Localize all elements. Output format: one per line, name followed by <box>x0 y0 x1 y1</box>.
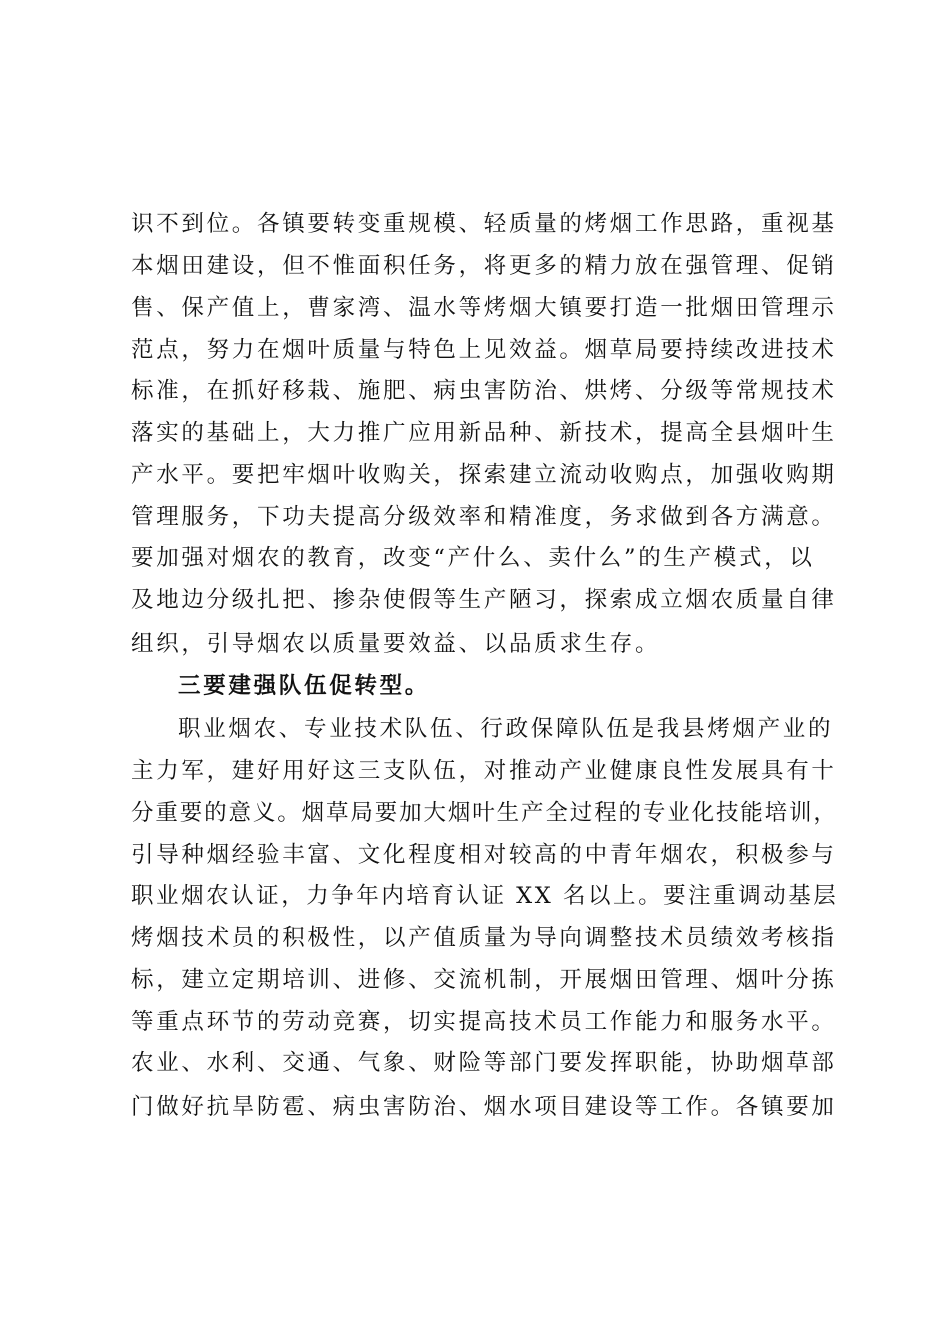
body-text-line: 门做好抗旱防雹、病虫害防治、烟水项目建设等工作。各镇要加 <box>131 1094 837 1120</box>
body-text-line: 范点，努力在烟叶质量与特色上见效益。烟草局要持续改进技术 <box>131 337 837 363</box>
body-text-line: 产水平。要把牢烟叶收购关，探索建立流动收购点，加强收购期 <box>131 462 837 488</box>
body-text-line: 农业、水利、交通、气象、财险等部门要发挥职能，协助烟草部 <box>131 1050 837 1076</box>
body-text-line: 组织，引导烟农以质量要效益、以品质求生存。 <box>131 631 661 657</box>
body-text-line: 要加强对烟农的教育，改变“产什么、卖什么”的生产模式，以 <box>131 545 815 571</box>
body-text-line: 标，建立定期培训、进修、交流机制，开展烟田管理、烟叶分拣 <box>131 967 837 993</box>
body-text-line: 及地边分级扎把、掺杂使假等生产陋习，探索成立烟农质量自律 <box>131 587 837 613</box>
body-text-line: 落实的基础上，大力推广应用新品种、新技术，提高全县烟叶生 <box>131 420 837 446</box>
body-text-line: 售、保产值上，曹家湾、温水等烤烟大镇要打造一批烟田管理示 <box>131 295 837 321</box>
body-text-line: 职业烟农、专业技术队伍、行政保障队伍是我县烤烟产业的 <box>178 716 834 742</box>
body-text-line: 分重要的意义。烟草局要加大烟叶生产全过程的专业化技能培训， <box>131 800 838 826</box>
body-text-line: 引导种烟经验丰富、文化程度相对较高的中青年烟农，积极参与 <box>131 842 837 868</box>
body-text-line: 烤烟技术员的积极性，以产值质量为导向调整技术员绩效考核指 <box>131 925 837 951</box>
body-text-line: 职业烟农认证，力争年内培育认证 XX 名以上。要注重调动基层 <box>131 883 839 909</box>
body-text-line: 主力军，建好用好这三支队伍，对推动产业健康良性发展具有十 <box>131 758 837 784</box>
body-text-line: 管理服务，下功夫提高分级效率和精准度，务求做到各方满意。 <box>131 504 837 530</box>
body-text-line: 标准，在抓好移栽、施肥、病虫害防治、烘烤、分级等常规技术 <box>131 378 837 404</box>
body-text-line: 本烟田建设，但不惟面积任务，将更多的精力放在强管理、促销 <box>131 253 837 279</box>
body-text-line: 等重点环节的劳动竞赛，切实提高技术员工作能力和服务水平。 <box>131 1009 837 1035</box>
section-heading: 三要建强队伍促转型。 <box>178 673 431 699</box>
body-text-line: 识不到位。各镇要转变重规模、轻质量的烤烟工作思路，重视基 <box>131 211 837 237</box>
